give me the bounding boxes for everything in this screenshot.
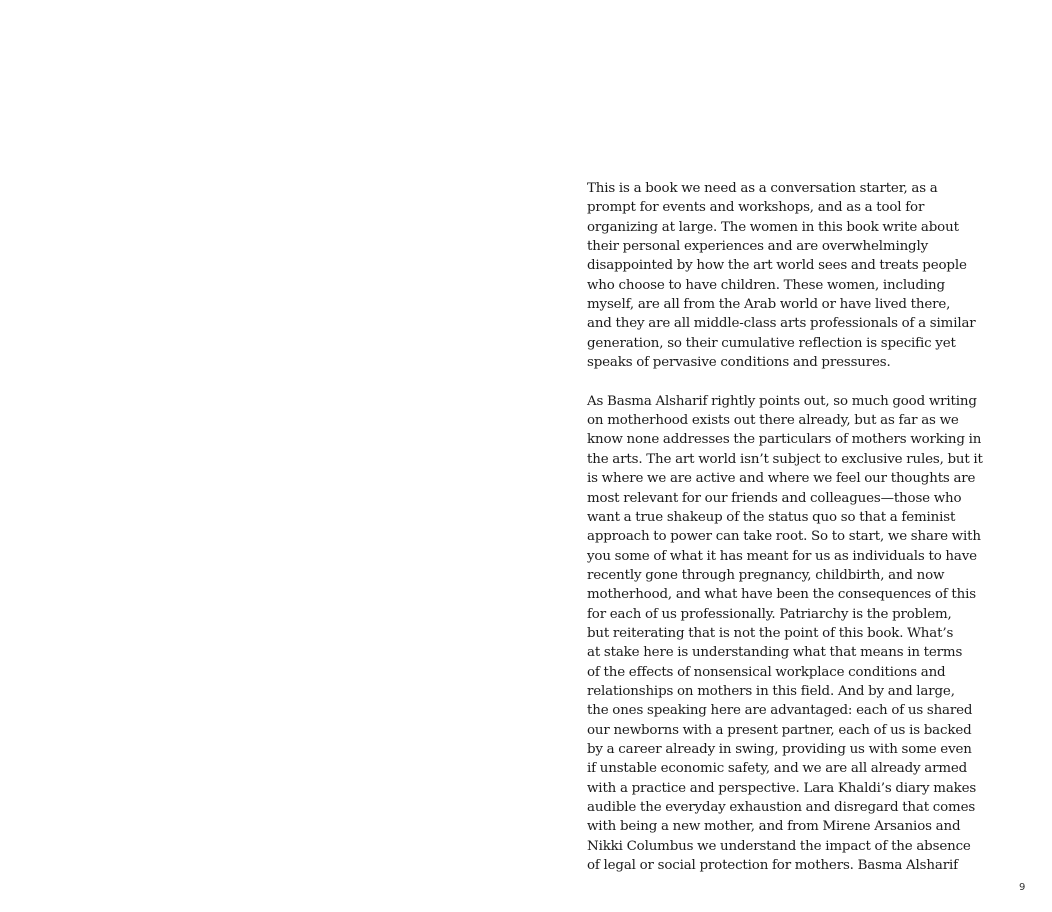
paragraph-spacer <box>587 372 967 391</box>
paragraph-2 <box>587 392 983 876</box>
text-line: on motherhood exists out there already, but as far as we <box>587 413 959 429</box>
text-line: want a true shakeup of the status quo so that a feminist <box>587 509 956 525</box>
text-line: but reiterating that is not the point of this book. What’s <box>587 625 954 641</box>
text-line: for each of us professionally. Patriarchy is the problem, <box>587 606 952 622</box>
text-line: if unstable economic safety, and we are all already armed <box>587 761 968 777</box>
text-line: is where we are active and where we feel our thoughts are <box>587 471 976 487</box>
text-line: Nikki Columbus we understand the impact of the absence <box>587 838 971 854</box>
text-line: the ones speaking here are advantaged: each of us shared <box>587 703 973 719</box>
text-line: at stake here is understanding what that means in terms <box>587 645 963 661</box>
text-line: prompt for events and workshops, and as a tool for <box>587 200 925 216</box>
text-line: disappointed by how the art world sees and treats people <box>587 258 967 274</box>
text-line: of legal or social protection for mothers. Basma Alsharif <box>587 858 958 874</box>
text-line: the arts. The art world isn’t subject to exclusive rules, but it <box>587 451 983 467</box>
text-line: their personal experiences and are overwhelmingly <box>587 239 929 255</box>
body-text <box>587 179 983 875</box>
text-line: who choose to have children. These women, including <box>587 277 945 293</box>
text-line: by a career already in swing, providing us with some even <box>587 741 972 757</box>
text-line: recently gone through pregnancy, childbirth, and now <box>587 567 945 583</box>
text-line: generation, so their cumulative reflection is specific yet <box>587 335 956 351</box>
text-line: motherhood, and what have been the consequences of this <box>587 587 976 603</box>
page-number: 9 <box>1019 882 1026 893</box>
text-line: know none addresses the particulars of mothers working in <box>587 432 982 448</box>
text-line: with being a new mother, and from Mirene Arsanios and <box>587 819 961 835</box>
paragraph-1 <box>587 179 976 372</box>
text-line: relationships on mothers in this field. And by and large, <box>587 683 955 699</box>
text-line: myself, are all from the Arab world or have lived there, <box>587 297 951 313</box>
text-line: you some of what it has meant for us as individuals to have <box>587 548 977 564</box>
text-line: most relevant for our friends and colleagues—those who <box>587 490 962 506</box>
text-line: of the effects of nonsensical workplace conditions and <box>587 664 946 680</box>
text-line: with a practice and perspective. Lara Khaldi’s diary makes <box>587 780 977 796</box>
text-line: This is a book we need as a conversation starter, as a <box>587 181 938 196</box>
text-line: approach to power can take root. So to start, we share with <box>587 529 981 545</box>
text-line: audible the everyday exhaustion and disregard that comes <box>587 800 976 815</box>
text-line: and they are all middle-class arts professionals of a similar <box>587 316 976 332</box>
text-line: our newborns with a present partner, each of us is backed <box>587 722 972 738</box>
text-line: As Basma Alsharif rightly points out, so much good writing <box>587 393 977 409</box>
text-line: organizing at large. The women in this book write about <box>587 219 959 235</box>
text-line: speaks of pervasive conditions and pressures. <box>587 355 891 371</box>
